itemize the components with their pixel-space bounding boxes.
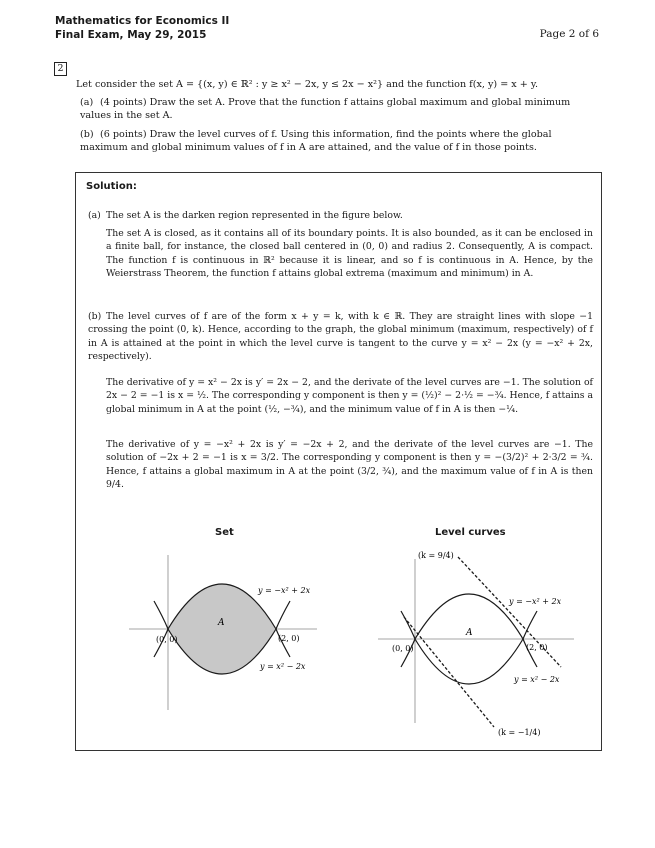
- level-top-label: (k = 9/4): [418, 551, 454, 560]
- part-b-text: (6 points) Draw the level curves of f. Using this information, find the points where the global maximum and global minimum values of f in A are attained, and the value of f in those points.: [80, 129, 552, 153]
- course-title: Mathematics for Economics II: [55, 15, 230, 27]
- solution-title: Solution:: [86, 181, 137, 192]
- question-number: 2: [54, 62, 67, 76]
- exam-date: Final Exam, May 29, 2015: [55, 29, 207, 41]
- level-upper-label: y = −x² + 2x: [509, 597, 562, 606]
- set-region: [168, 584, 276, 674]
- solution-b-label: (b): [88, 311, 102, 322]
- solution-a-label: (a): [88, 210, 101, 221]
- solution-a-paragraph: The set A is closed, as it contains all of its boundary points. It is also bounded, as it can be enclosed in a finite ball, for instance, the closed ball centered in (0, 0) and radius 2. Consequently, A is compact. The function f is continuous in ℝ² because it is linear, and so f is continuous in A. Hence, by the Weierstrass Theorem, the function f attains global extrema (maximum and minimum) in A.: [106, 228, 593, 280]
- level-bottom-label: (k = −1/4): [498, 728, 541, 737]
- solution-b-paragraph-2: The derivative of y = x² − 2x is y′ = 2x − 2, and the derivate of the level curves are −1. The solution of 2x − 2 = −1 is x = ½. The corresponding y component is then y = (½)² − 2·½ = −¾. Hence, f attains a global minimum in A at the point (½, −¾), and the minimum value of f in A is then −¼.: [106, 377, 593, 415]
- set-upper-label: y = −x² + 2x: [258, 586, 311, 595]
- solution-a-intro: [88, 209, 593, 222]
- solution-b-paragraph-1: The level curves of f are of the form x + y = k, with k ∈ ℝ. They are straight lines with slope −1 crossing the point (0, k). Hence, according to the graph, the global minimum (maximum, respectively) of f in A is attained at the point in which the level curve is tangent to the curve y = x² − 2x (y = −x² + 2x, respectively).: [88, 311, 593, 363]
- level-figure: [374, 545, 589, 745]
- set-lower-label: y = x² − 2x: [260, 662, 306, 671]
- level-region-label: A: [466, 628, 473, 638]
- part-a-text: (4 points) Draw the set A. Prove that the function f attains global maximum and global minimum values in the set A.: [80, 97, 571, 121]
- part-a-label: (a): [80, 97, 94, 108]
- set-figure: [121, 545, 321, 715]
- set-region-label: A: [218, 618, 225, 628]
- question-intro: Let consider the set A = {(x, y) ∈ ℝ² : y ≥ x² − 2x, y ≤ 2x − x²} and the function f(x, y) = x + y.: [76, 79, 539, 90]
- level-lower-label: y = x² − 2x: [514, 675, 560, 684]
- set-point-label: (2, 0): [278, 634, 300, 643]
- level-origin-label: (0, 0): [392, 644, 414, 653]
- solution-b-intro: [88, 310, 593, 364]
- set-origin-label: (0, 0): [156, 635, 178, 644]
- question-part-b: [80, 128, 600, 154]
- level-point-label: (2, 0): [526, 643, 548, 652]
- solution-b-paragraph-3: The derivative of y = −x² + 2x is y′ = −2x + 2, and the derivate of the level curves are −1. The solution of −2x + 2 = −1 is x = 3/2. The corresponding y component is then y = −(3/2)² + 2·3/2 = ¾. Hence, f attains a global maximum in A at the point (3/2, ¾), and the maximum value of f in A is then 9/4.: [106, 439, 593, 491]
- level-figure-title: Level curves: [435, 527, 506, 538]
- solution-box: [75, 172, 602, 751]
- solution-a-line: The set A is the darken region represented in the figure below.: [106, 210, 403, 221]
- page-number: Page 2 of 6: [539, 28, 599, 40]
- set-figure-title: Set: [215, 527, 234, 538]
- level-lower-curve: [401, 611, 537, 684]
- page-header: [55, 14, 229, 42]
- question-part-a: [80, 96, 600, 122]
- part-b-label: (b): [80, 129, 94, 140]
- level-line-min: [404, 617, 494, 727]
